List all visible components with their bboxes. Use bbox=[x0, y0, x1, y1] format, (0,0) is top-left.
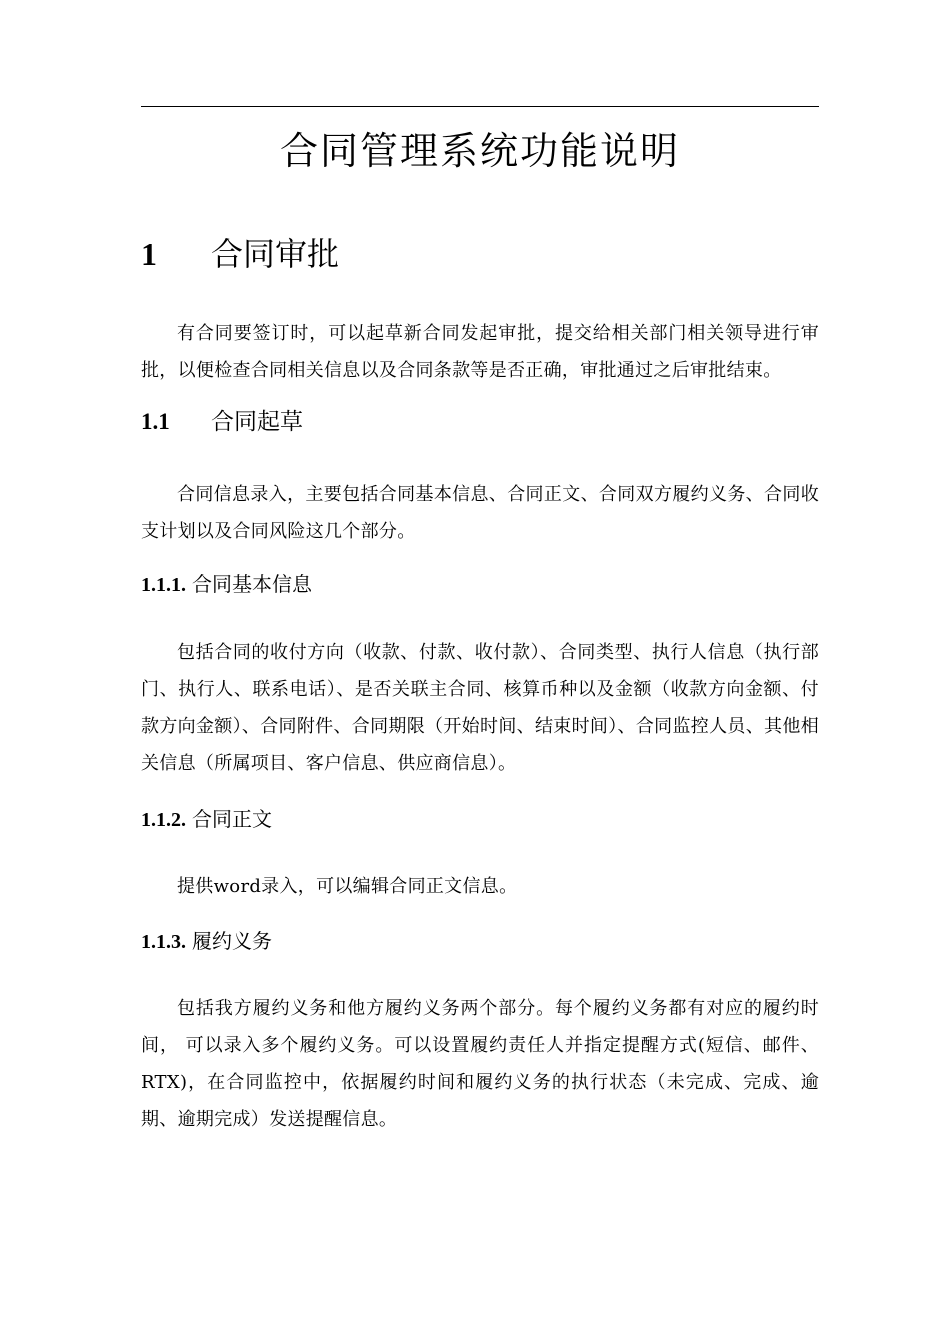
document-title: 合同管理系统功能说明 bbox=[279, 129, 680, 173]
section-title: 合同审批 bbox=[211, 235, 340, 273]
section-number: 1.1.3. bbox=[141, 931, 186, 953]
section-1-1-1-paragraph: 包括合同的收付方向（收款、付款、收付款）、合同类型、执行人信息（执行部门、执行人、联系电话）、是否关联主合同、核算币种以及金额（收款方向金额、付款方向金额）、合同附件、合同期限（开始时间、结束时间）、合同监控人员、其他相关信息（所属项目、客户信息、供应商信息）。 bbox=[141, 642, 819, 774]
section-title: 合同起草 bbox=[211, 409, 303, 435]
section-number: 1.1 bbox=[141, 409, 170, 434]
section-title: 合同基本信息 bbox=[192, 572, 312, 596]
section-1-paragraph: 有合同要签订时，可以起草新合同发起审批，提交给相关部门相关领导进行审批，以便检查合同相关信息以及合同条款等是否正确，审批通过之后审批结束。 bbox=[141, 323, 819, 381]
section-title: 履约义务 bbox=[192, 929, 272, 953]
section-1-1-2-paragraph: 提供word录入，可以编辑合同正文信息。 bbox=[177, 876, 518, 897]
section-heading-1-1-3 bbox=[141, 925, 272, 958]
section-number: 1.1.1. bbox=[141, 574, 186, 596]
section-heading-1-1-1 bbox=[141, 568, 312, 601]
section-number: 1 bbox=[141, 236, 157, 272]
section-heading-1 bbox=[141, 230, 339, 278]
section-number: 1.1.2. bbox=[141, 809, 186, 831]
section-title: 合同正文 bbox=[192, 807, 272, 831]
section-heading-1-1 bbox=[141, 404, 303, 440]
header-rule bbox=[141, 106, 819, 107]
section-heading-1-1-2 bbox=[141, 803, 272, 836]
section-1-1-3-paragraph: 包括我方履约义务和他方履约义务两个部分。每个履约义务都有对应的履约时间， 可以录入多个履约义务。可以设置履约责任人并指定提醒方式(短信、邮件、RTX)，在合同监控中，依据履约时间和履约义务的执行状态（未完成、完成、逾期、逾期完成）发送提醒信息。 bbox=[141, 998, 819, 1130]
section-1-1-paragraph: 合同信息录入，主要包括合同基本信息、合同正文、合同双方履约义务、合同收支计划以及合同风险这几个部分。 bbox=[141, 484, 819, 542]
